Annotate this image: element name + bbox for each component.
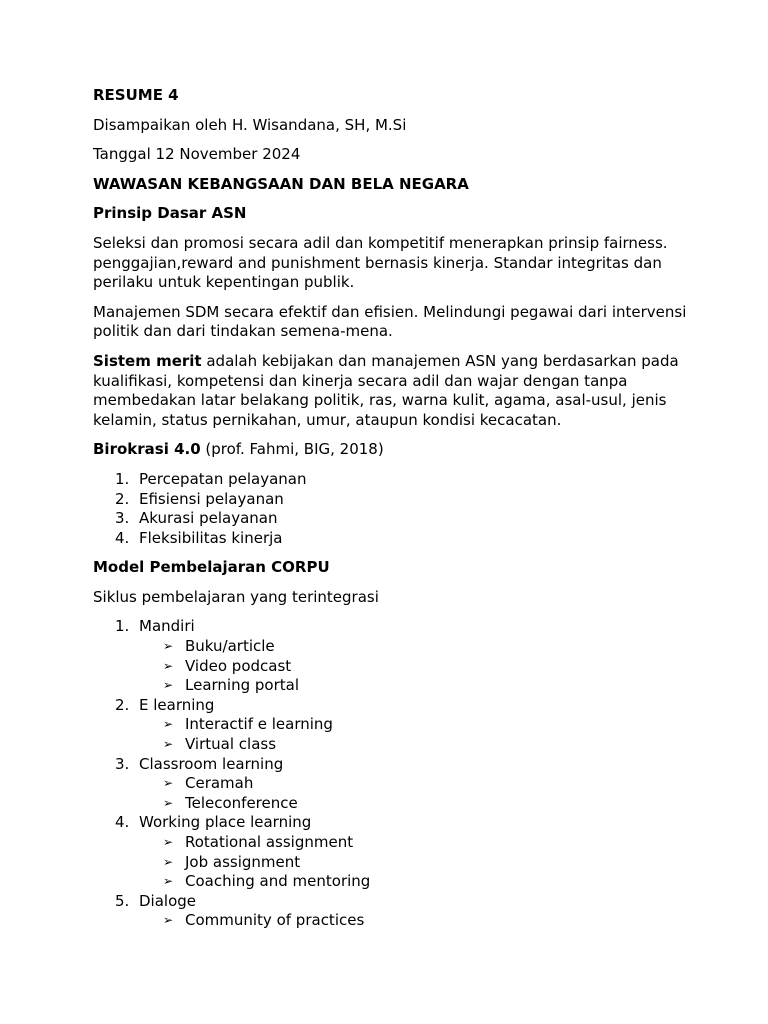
sub-list-item (139, 637, 693, 657)
topic-heading: WAWASAN KEBANGSAAN DAN BELA NEGARA (93, 174, 469, 193)
arrow-bullet-icon: ➢ (163, 737, 174, 752)
resume-title: RESUME 4 (93, 86, 179, 104)
sub-list-item (139, 735, 693, 755)
list-item-label: Mandiri (139, 617, 195, 636)
date-line: Tanggal 12 November 2024 (93, 145, 301, 164)
arrow-bullet-icon: ➢ (163, 639, 174, 654)
list-number: 2. (115, 489, 130, 508)
sub-item-label: Video podcast (185, 656, 292, 675)
sub-item-label: Ceramah (185, 774, 254, 793)
sub-item-label: Buku/article (185, 637, 275, 656)
sub-item-label: Virtual class (185, 735, 277, 754)
birokrasi-term: Birokrasi 4.0 (93, 440, 201, 459)
list-item-label: Dialoge (139, 891, 197, 910)
sub-item-label: Interactif e learning (185, 715, 333, 734)
sub-item-label: Learning portal (185, 676, 299, 695)
presenter-line: Disampaikan oleh H. Wisandana, SH, M.Si (93, 115, 407, 134)
arrow-bullet-icon: ➢ (163, 678, 174, 693)
list-item (93, 813, 693, 891)
sub-list (139, 774, 693, 813)
sub-list-item (139, 774, 693, 794)
sub-list (139, 911, 693, 931)
document-page (93, 86, 693, 941)
merit-text: adalah kebijakan dan manajemen ASN yang berdasarkan pada kualifikasi, kompetensi dan kinerja secara adil dan wajar dengan tanpa membedakan latar belakang politik, ras, warna kulit, agama, asal-usul, jenis kelamin, status pernikahan, umur, ataupun kondisi kecacatan. (93, 351, 679, 429)
sub-list-item (139, 853, 693, 873)
list-item (93, 696, 693, 755)
list-item (93, 470, 693, 490)
sub-item-label: Job assignment (185, 852, 301, 871)
sub-item-label: Coaching and mentoring (185, 872, 371, 891)
arrow-bullet-icon: ➢ (163, 658, 174, 673)
sub-item-label: Rotational assignment (185, 833, 354, 851)
list-item-label: Working place learning (139, 813, 312, 832)
sub-list-item (139, 833, 693, 853)
arrow-bullet-icon: ➢ (163, 913, 174, 928)
corpu-intro: Siklus pembelajaran yang terintegrasi (93, 587, 379, 606)
arrow-bullet-icon: ➢ (163, 776, 174, 791)
corpu-list (93, 617, 693, 931)
list-number: 1. (115, 469, 130, 488)
list-number: 1. (115, 617, 130, 636)
list-number: 4. (115, 813, 130, 832)
sub-list-item (139, 794, 693, 814)
list-number: 3. (115, 754, 130, 773)
corpu-heading: Model Pembelajaran CORPU (93, 558, 330, 577)
list-item (93, 509, 693, 529)
sub-list-item (139, 676, 693, 696)
birokrasi-source: (prof. Fahmi, BIG, 2018) (200, 440, 384, 459)
sub-list-item (139, 657, 693, 677)
birokrasi-heading (93, 440, 693, 460)
list-item-label: E learning (139, 695, 215, 714)
birokrasi-list (93, 470, 693, 548)
sub-list-item (139, 911, 693, 931)
list-item (93, 529, 693, 549)
list-item (93, 892, 693, 931)
sub-list (139, 833, 693, 892)
list-number: 4. (115, 528, 130, 547)
arrow-bullet-icon: ➢ (163, 854, 174, 869)
list-item (93, 617, 693, 695)
sub-list-item (139, 872, 693, 892)
sub-list (139, 715, 693, 754)
list-item (93, 755, 693, 814)
list-number: 5. (115, 891, 130, 910)
sub-list-item (139, 715, 693, 735)
list-item-label: Classroom learning (139, 754, 284, 773)
principle-paragraph-2: Manajemen SDM secara efektif dan efisien. Melindungi pegawai dari intervensi politik dan dari tindakan semena-mena. (93, 302, 687, 341)
list-item-label: Percepatan pelayanan (139, 469, 307, 488)
sub-list (139, 637, 693, 696)
sub-item-label: Teleconference (185, 793, 298, 812)
arrow-bullet-icon: ➢ (163, 717, 174, 732)
arrow-bullet-icon: ➢ (163, 835, 174, 849)
sub-item-label: Community of practices (185, 911, 365, 930)
principle-heading: Prinsip Dasar ASN (93, 204, 247, 223)
list-number: 2. (115, 695, 130, 714)
list-item-label: Akurasi pelayanan (139, 509, 278, 528)
arrow-bullet-icon: ➢ (163, 795, 174, 810)
merit-paragraph (93, 352, 693, 430)
merit-term: Sistem merit (93, 351, 202, 370)
list-item (93, 490, 693, 510)
arrow-bullet-icon: ➢ (163, 874, 174, 889)
principle-paragraph-1: Seleksi dan promosi secara adil dan kompetitif menerapkan prinsip fairness. penggajian,reward and punishment bernasis kinerja. Standar integritas dan perilaku untuk kepentingan publik. (93, 233, 668, 292)
list-number: 3. (115, 509, 130, 528)
list-item-label: Fleksibilitas kinerja (139, 528, 283, 547)
list-item-label: Efisiensi pelayanan (139, 489, 284, 508)
